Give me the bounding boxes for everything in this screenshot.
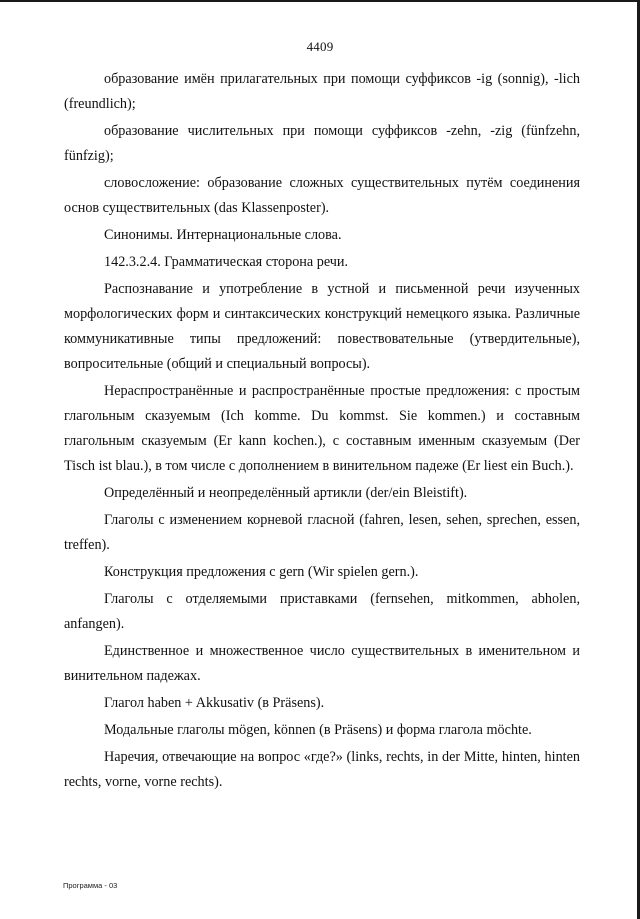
- paragraph-stem-vowel-verbs: Глаголы с изменением корневой гласной (fahren, lesen, sehen, sprechen, essen, treffen).: [64, 512, 580, 553]
- paragraph-noun-number: Единственное и множественное число существительных в именительном и винительном падежах.: [64, 643, 580, 684]
- paragraph-adjective-suffixes: образование имён прилагательных при помощи суффиксов -ig (sonnig), -lich (freundlich);: [64, 71, 580, 112]
- paragraph-compound-nouns: словосложение: образование сложных существительных путём соединения основ существительных (das Klassenposter).: [64, 175, 580, 216]
- paragraph-numeral-suffixes: образование числительных при помощи суффиксов -zehn, -zig (fünfzehn, fünfzig);: [64, 123, 580, 164]
- paragraph-recognition-usage: Распознавание и употребление в устной и письменной речи изученных морфологических форм и синтаксических конструкций немецкого языка. Различные коммуникативные типы предложений: повествовательные (утвердительные), вопросительные (общий и специальный вопросы).: [64, 281, 580, 372]
- paragraph-adverbs-where: Наречия, отвечающие на вопрос «где?» (links, rechts, in der Mitte, hinten, hinten rechts, vorne, vorne rechts).: [64, 749, 580, 790]
- paragraph-separable-verbs: Глаголы с отделяемыми приставками (fernsehen, mitkommen, abholen, anfangen).: [64, 591, 580, 632]
- footer-note: Программа - 03: [63, 881, 118, 890]
- body-text: [64, 67, 580, 795]
- paragraph-haben-akkusativ: Глагол haben + Akkusativ (в Präsens).: [104, 695, 325, 711]
- section-heading-grammar: 142.3.2.4. Грамматическая сторона речи.: [104, 254, 349, 270]
- paragraph-gern-construction: Конструкция предложения с gern (Wir spielen gern.).: [104, 564, 419, 580]
- paragraph-simple-sentences: Нераспространённые и распространённые простые предложения: с простым глагольным сказуемым (Ich komme. Du kommst. Sie kommen.) и составным глагольным сказуемым (Er kann kochen.), с составным именным сказуемым (Der Tisch ist blau.), в том числе с дополнением в винительном падеже (Er liest ein Buch.).: [64, 383, 580, 474]
- paragraph-synonyms: Синонимы. Интернациональные слова.: [104, 227, 342, 243]
- paragraph-articles: Определённый и неопределённый артикли (der/ein Bleistift).: [104, 485, 468, 501]
- page-number: 4409: [306, 39, 334, 54]
- scan-edge-top: [0, 0, 640, 2]
- paragraph-modal-verbs: Модальные глаголы mögen, können (в Präsens) и форма глагола möchte.: [104, 722, 532, 738]
